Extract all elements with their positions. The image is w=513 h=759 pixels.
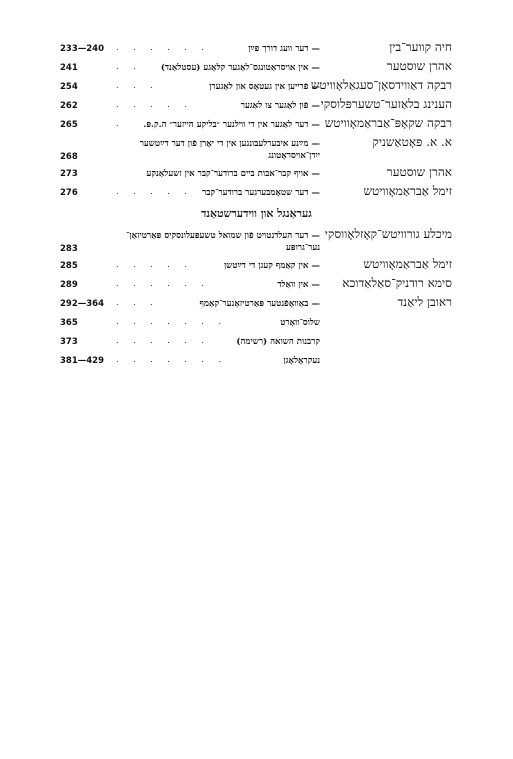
entry-author: מיכלע גורוויטש־קאָזלאָווסקי <box>324 227 452 241</box>
entry-author: רבקה דאַווידסאָן־סעגאַלאָוויטש <box>310 78 452 92</box>
toc-entry[interactable] <box>60 184 452 203</box>
section-heading: געראַנגל און ווידערשטאַנד <box>201 207 312 220</box>
page-number: 292—364 <box>60 299 104 309</box>
leader-dots: . . . . . <box>116 100 193 109</box>
toc-entry[interactable] <box>60 40 452 59</box>
page-number: 289 <box>60 280 78 290</box>
page-number: 241 <box>60 63 78 73</box>
entry-title: — אויף קבר־אבות ביים ברודער־קבר אין זשעלאַנקע <box>146 169 320 179</box>
page-number: 381—429 <box>60 356 104 366</box>
entry-title: — באַוואָפֿנטער פּאַרטיזאַנער־קאַמף <box>199 299 320 309</box>
leader-dots: . . . <box>116 81 159 90</box>
entry-author: זימל אַבראַמאָוויטש <box>363 257 452 271</box>
toc-entry[interactable] <box>60 295 452 314</box>
leader-dots: . . . <box>116 298 159 307</box>
page-number: 268 <box>60 152 78 162</box>
entry-title: — דער וועג דורך פײַן <box>248 44 320 54</box>
entry-author: א. א. פּאָטאַשניק <box>372 135 452 149</box>
toc-entry[interactable] <box>60 97 452 116</box>
entry-title: — מײַנע איבערלעבונגען אין די יאָרן פֿון דער דײַטשער ייִדן־אויסראָטונג <box>139 139 320 161</box>
page-number: 276 <box>60 188 78 198</box>
toc-entry[interactable] <box>60 257 452 276</box>
toc-entry[interactable] <box>60 227 452 257</box>
toc-entry[interactable] <box>60 165 452 184</box>
page-number: 365 <box>60 318 78 328</box>
page-number: 233—240 <box>60 44 104 54</box>
page-number: 254 <box>60 82 78 92</box>
toc-entry[interactable] <box>60 314 452 333</box>
leader-dots: . . . . . <box>116 187 193 196</box>
page-number: 285 <box>60 261 78 271</box>
entry-title: — דער העלדנטויט פֿון שמואל טשעפּעלונסקיס פּאַרטיזאַן־ נער־גרופּע <box>126 231 320 253</box>
page-number: 283 <box>60 244 78 254</box>
entry-title: קרבנות השואה (רשימה) <box>236 337 320 347</box>
leader-dots: . . . . . . <box>116 336 210 345</box>
entry-title: — דער שטאָמבערגער ברודער־קבר <box>202 188 320 198</box>
entry-title: — אין קאַמף קעגן די דײַטשן <box>223 261 320 271</box>
entry-author: סימא רודניק־סאַלאַדוכא <box>342 276 452 290</box>
entry-author: חיה קווער־בין <box>389 40 452 54</box>
page-number: 262 <box>60 101 78 111</box>
leader-dots: . . . . . . . <box>116 355 228 364</box>
toc-section-2 <box>60 227 452 371</box>
toc-entry[interactable] <box>60 135 452 165</box>
toc-entry[interactable] <box>60 59 452 78</box>
entry-title: — דער לאַגער אין די ווילנער ״בליקע הייזער״ ה.ק.פּ. <box>143 120 320 130</box>
entry-author: ראובן ליאַנד <box>397 295 452 309</box>
entry-author: רבקה שקאָפּ־אַבראַמאָוויטש <box>324 116 452 130</box>
entry-title: נעקראָלאָגן <box>283 356 320 366</box>
entry-title-continued: ייִדן־אויסראָטונג <box>268 151 320 161</box>
toc-entry[interactable] <box>60 333 452 352</box>
entry-title: שלוס־וואָרט <box>280 318 320 328</box>
entry-author: אהרן שוסטער <box>386 59 452 73</box>
leader-dots: . . . . . . . <box>116 317 228 326</box>
entry-title-continued: נער־גרופּע <box>286 243 320 253</box>
leader-dots: . . . . . <box>116 260 193 269</box>
entry-title: — אין וואַלד <box>277 280 320 290</box>
page-number: 373 <box>60 337 78 347</box>
toc-entry[interactable] <box>60 116 452 135</box>
entry-title: — פֿרייען אין געטאָס און לאַגערן <box>209 82 320 92</box>
leader-dots: . <box>116 119 125 128</box>
entry-author: זימל אַבראַמאָוויטש <box>363 184 452 198</box>
entry-title: — פֿון לאַגער צו לאַגער <box>240 101 320 111</box>
toc-section-1 <box>60 40 452 203</box>
leader-dots: . . . . . . <box>116 43 210 52</box>
entry-title: — אין אויסראַטונגס־לאַגער קלאָגע (עסטלאַנד) <box>160 63 320 73</box>
toc-entry[interactable] <box>60 78 452 97</box>
page-number: 273 <box>60 169 78 179</box>
entry-author: אהרן שוסטער <box>386 165 452 179</box>
toc-entry[interactable] <box>60 352 452 371</box>
leader-dots: . . . . . . <box>116 279 210 288</box>
entry-author: הענינג בלאַזער־טשערפּלוסקי <box>320 97 452 111</box>
toc-entry[interactable] <box>60 276 452 295</box>
page-number: 265 <box>60 120 78 130</box>
leader-dots: . . <box>116 62 142 71</box>
